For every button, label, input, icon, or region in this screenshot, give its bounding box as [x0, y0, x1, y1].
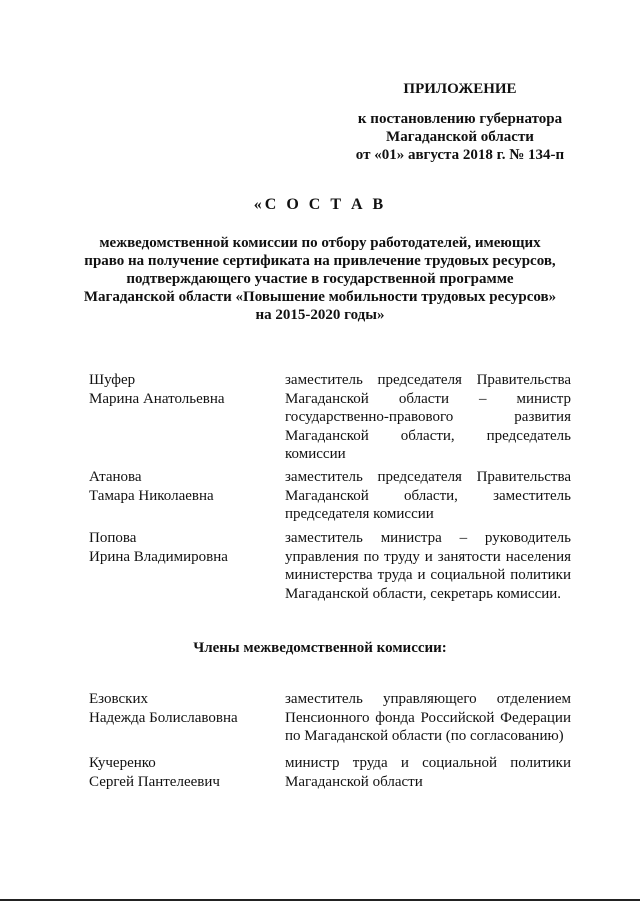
subtitle-line: Магаданской области «Повышение мобильности трудовых ресурсов» [83, 289, 557, 305]
person-role [285, 754, 571, 791]
document-title: «С О С Т А В [253, 196, 387, 213]
members-heading: Члены межведомственной комиссии: [193, 640, 447, 656]
role-line: заместитель председателя Правительства [285, 372, 571, 388]
subtitle-line: право на получение сертификата на привлечение трудовых ресурсов, [84, 253, 556, 269]
role-line: заместитель управляющего отделением [285, 691, 571, 707]
person-role [285, 371, 571, 464]
person-name [89, 371, 279, 408]
person-surname: Кучеренко [89, 755, 156, 771]
role-line: Магаданской области [285, 773, 423, 790]
person-given-name: Надежда Болиславовна [89, 709, 238, 726]
role-line: Магаданской области – министр [285, 390, 571, 407]
page-bottom-edge [0, 899, 640, 901]
person-name [89, 754, 279, 791]
role-line: министерства труда и социальной политики [285, 567, 571, 583]
person-role [285, 468, 571, 524]
role-line: комиссии [285, 446, 346, 462]
person-given-name: Ирина Владимировна [89, 548, 228, 565]
role-line: государственно-правового развития [285, 409, 571, 425]
person-role [285, 529, 571, 603]
appendix-reference-line: к постановлению губернатора [357, 111, 563, 127]
role-line: заместитель министра – руководитель [285, 530, 571, 546]
person-surname: Шуфер [89, 372, 136, 388]
role-line: управления по труду и занятости населения [285, 548, 571, 565]
appendix-title: ПРИЛОЖЕНИЕ [403, 81, 517, 97]
role-line: министр труда и социальной политики [285, 755, 571, 771]
person-surname: Езовских [89, 691, 148, 707]
person-name [89, 690, 279, 727]
person-surname: Атанова [89, 469, 142, 485]
person-given-name: Тамара Николаевна [89, 487, 214, 504]
person-role [285, 690, 571, 746]
role-line: заместитель председателя Правительства [285, 469, 571, 485]
role-line: Магаданской области, председатель [285, 427, 571, 444]
person-given-name: Марина Анатольевна [89, 390, 225, 407]
subtitle-line: межведомственной комиссии по отбору работодателей, имеющих [99, 235, 541, 251]
role-line: Пенсионного фонда Российской Федерации [285, 709, 571, 726]
person-surname: Попова [89, 530, 137, 546]
subtitle-line: на 2015-2020 годы» [255, 307, 385, 323]
person-given-name: Сергей Пантелеевич [89, 773, 220, 790]
appendix-date-number: от «01» августа 2018 г. № 134-п [355, 147, 565, 163]
document-subtitle [60, 234, 580, 324]
subtitle-line: подтверждающего участие в государственной программе [126, 271, 514, 287]
appendix-reference-line: Магаданской области [386, 129, 534, 145]
role-line: по Магаданской области (по согласованию) [285, 728, 564, 744]
role-line: председателя комиссии [285, 506, 434, 522]
role-line: Магаданской области, секретарь комиссии. [285, 585, 562, 602]
person-name [89, 468, 279, 505]
role-line: Магаданской области, заместитель [285, 487, 571, 504]
person-name [89, 529, 279, 566]
